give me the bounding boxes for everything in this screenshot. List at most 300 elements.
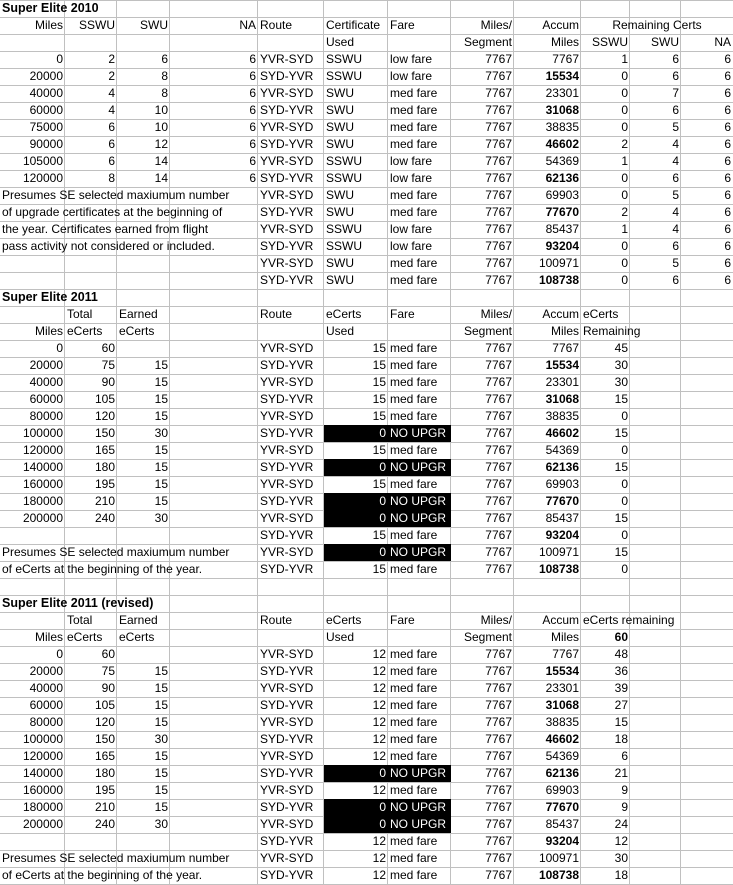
table-cell[interactable]: 160000 [22, 477, 63, 491]
table-cell[interactable]: 20000 [29, 664, 63, 678]
column-header[interactable]: eCerts [119, 630, 155, 644]
table-cell[interactable]: 7767 [485, 137, 512, 151]
table-cell[interactable]: 93204 [545, 239, 579, 253]
table-cell[interactable]: SSWU [326, 52, 362, 66]
table-cell[interactable]: 80000 [29, 409, 63, 423]
table-cell[interactable]: 6 [672, 69, 679, 83]
table-cell[interactable]: SYD-YVR [260, 698, 314, 712]
table-cell[interactable]: 60 [101, 341, 115, 355]
table-cell[interactable]: 1 [621, 154, 628, 168]
table-cell[interactable]: low fare [390, 222, 433, 236]
table-cell[interactable]: 12 [372, 715, 386, 729]
table-cell[interactable]: 1 [621, 222, 628, 236]
table-cell[interactable]: 45 [614, 341, 628, 355]
table-cell[interactable]: 9 [621, 783, 628, 797]
table-cell[interactable]: 150 [94, 732, 115, 746]
table-cell[interactable]: 7767 [485, 86, 512, 100]
table-cell[interactable]: 0 [56, 52, 63, 66]
table-cell[interactable]: 7767 [485, 256, 512, 270]
table-cell[interactable]: 0 [324, 425, 388, 442]
table-cell[interactable]: 6 [621, 749, 628, 763]
table-cell[interactable]: YVR-SYD [260, 409, 314, 423]
table-cell[interactable]: 0 [621, 86, 628, 100]
table-cell[interactable]: med fare [390, 477, 438, 491]
table-cell[interactable]: 6 [724, 171, 731, 185]
table-cell[interactable]: 54369 [545, 749, 579, 763]
note-text[interactable]: the year. Certificates earned from flight [2, 222, 209, 236]
column-header[interactable]: Certificate [326, 18, 381, 32]
table-cell[interactable]: 7767 [485, 443, 512, 457]
table-cell[interactable]: 210 [94, 800, 115, 814]
table-cell[interactable]: 20000 [29, 69, 63, 83]
table-cell[interactable]: low fare [390, 154, 433, 168]
column-header[interactable]: 60 [614, 630, 628, 644]
table-cell[interactable]: med fare [390, 783, 438, 797]
table-cell[interactable]: 6 [672, 239, 679, 253]
table-cell[interactable]: 15 [372, 358, 386, 372]
table-cell[interactable]: 105 [94, 392, 115, 406]
column-header[interactable]: NA [239, 18, 256, 32]
table-cell[interactable]: 7767 [485, 749, 512, 763]
table-cell[interactable]: 6 [249, 69, 256, 83]
table-cell[interactable]: 7767 [485, 171, 512, 185]
section-title[interactable]: Super Elite 2011 [2, 290, 98, 304]
table-cell[interactable]: 6 [724, 222, 731, 236]
table-cell[interactable]: 1 [621, 52, 628, 66]
table-cell[interactable]: 120000 [22, 171, 63, 185]
table-cell[interactable]: 7767 [485, 341, 512, 355]
column-header[interactable]: eCerts remaining [583, 613, 675, 627]
table-cell[interactable]: 0 [621, 443, 628, 457]
table-cell[interactable]: 12 [372, 749, 386, 763]
table-cell[interactable]: 0 [621, 171, 628, 185]
column-header[interactable]: Total [67, 613, 93, 627]
column-header[interactable]: Earned [119, 307, 158, 321]
table-cell[interactable]: 10 [154, 103, 168, 117]
table-cell[interactable]: 6 [724, 52, 731, 66]
table-cell[interactable]: 7767 [485, 698, 512, 712]
table-cell[interactable]: 165 [94, 749, 115, 763]
table-cell[interactable]: 6 [161, 52, 168, 66]
table-cell[interactable]: med fare [390, 647, 438, 661]
table-cell[interactable]: SYD-YVR [260, 834, 314, 848]
table-cell[interactable]: 60000 [29, 698, 63, 712]
table-cell[interactable]: 60000 [29, 392, 63, 406]
table-cell[interactable]: med fare [390, 834, 438, 848]
table-cell[interactable]: 85437 [545, 817, 579, 831]
table-cell[interactable]: 7767 [485, 154, 512, 168]
table-cell[interactable]: 15 [614, 715, 628, 729]
table-cell[interactable]: 5 [672, 120, 679, 134]
column-header[interactable]: Accum [542, 18, 579, 32]
table-cell[interactable]: 2 [108, 69, 115, 83]
table-cell[interactable]: 180 [94, 460, 115, 474]
column-header[interactable]: Miles [550, 324, 579, 338]
table-cell[interactable]: 40000 [29, 375, 63, 389]
table-cell[interactable]: 93204 [545, 528, 579, 542]
table-cell[interactable]: 0 [621, 562, 628, 576]
table-cell[interactable]: 0 [621, 120, 628, 134]
table-cell[interactable]: 31068 [545, 103, 579, 117]
column-header[interactable]: Segment [463, 324, 512, 338]
table-cell[interactable]: 77670 [545, 800, 579, 814]
table-cell[interactable]: 8 [108, 171, 115, 185]
table-cell[interactable]: 8 [161, 69, 168, 83]
table-cell[interactable]: 0 [621, 239, 628, 253]
table-cell[interactable]: SYD-YVR [260, 103, 314, 117]
table-cell[interactable]: 180000 [22, 494, 63, 508]
table-cell[interactable]: YVR-SYD [260, 647, 314, 661]
table-cell[interactable]: 69903 [545, 783, 579, 797]
table-cell[interactable]: 6 [724, 205, 731, 219]
table-cell[interactable]: 20000 [29, 358, 63, 372]
table-cell[interactable]: 12 [372, 834, 386, 848]
table-cell[interactable]: 6 [108, 137, 115, 151]
table-cell[interactable]: 6 [672, 103, 679, 117]
table-cell[interactable]: SYD-YVR [260, 137, 314, 151]
table-cell[interactable]: 4 [672, 205, 679, 219]
table-cell[interactable]: 62136 [545, 766, 579, 780]
table-cell[interactable]: 0 [621, 477, 628, 491]
table-cell[interactable]: 4 [672, 154, 679, 168]
table-cell[interactable]: YVR-SYD [260, 188, 314, 202]
table-cell[interactable]: 85437 [545, 222, 579, 236]
table-cell[interactable]: 195 [94, 783, 115, 797]
table-cell[interactable]: 9 [621, 800, 628, 814]
table-cell[interactable]: med fare [390, 120, 438, 134]
table-cell[interactable]: 7767 [485, 783, 512, 797]
table-cell[interactable]: SYD-YVR [260, 766, 314, 780]
column-header[interactable]: Miles [34, 18, 63, 32]
table-cell[interactable]: 15 [154, 783, 168, 797]
table-cell[interactable]: 23301 [545, 375, 579, 389]
table-cell[interactable]: 12 [372, 664, 386, 678]
table-cell[interactable]: 90 [101, 681, 115, 695]
column-header[interactable]: SWU [140, 18, 168, 32]
table-cell[interactable]: 0 [56, 647, 63, 661]
table-cell[interactable]: 7767 [485, 409, 512, 423]
note-text[interactable]: Presumes SE selected maxiumum number [2, 851, 230, 865]
column-header[interactable]: eCerts [67, 630, 103, 644]
table-cell[interactable]: med fare [390, 409, 438, 423]
table-cell[interactable]: 21 [614, 766, 628, 780]
table-cell[interactable]: 15534 [545, 69, 579, 83]
table-cell[interactable]: SWU [326, 137, 354, 151]
column-header[interactable]: Miles/ [480, 613, 512, 627]
table-cell[interactable]: 6 [249, 171, 256, 185]
table-cell[interactable]: 7767 [485, 681, 512, 695]
column-header[interactable]: Miles [550, 35, 579, 49]
table-cell[interactable]: 93204 [545, 834, 579, 848]
table-cell[interactable]: SWU [326, 273, 354, 287]
table-cell[interactable]: 8 [161, 86, 168, 100]
table-cell[interactable]: YVR-SYD [260, 817, 314, 831]
table-cell[interactable]: 7767 [485, 732, 512, 746]
table-cell[interactable]: 160000 [22, 783, 63, 797]
table-cell[interactable]: 12 [372, 851, 386, 865]
table-cell[interactable]: 12 [372, 783, 386, 797]
table-cell[interactable]: 30 [154, 426, 168, 440]
table-cell[interactable]: 5 [672, 188, 679, 202]
table-cell[interactable]: NO UPGR [388, 459, 451, 476]
table-cell[interactable]: YVR-SYD [260, 52, 314, 66]
table-cell[interactable]: 6 [724, 273, 731, 287]
column-header[interactable]: Miles [550, 630, 579, 644]
note-text[interactable]: pass activity not considered or included. [2, 239, 215, 253]
table-cell[interactable]: med fare [390, 732, 438, 746]
table-cell[interactable]: 6 [724, 69, 731, 83]
table-cell[interactable]: 180000 [22, 800, 63, 814]
table-cell[interactable]: YVR-SYD [260, 715, 314, 729]
table-cell[interactable]: med fare [390, 256, 438, 270]
column-header[interactable]: eCerts [583, 307, 619, 321]
table-cell[interactable]: 75000 [29, 120, 63, 134]
table-cell[interactable]: 7767 [485, 103, 512, 117]
table-cell[interactable]: 7767 [485, 375, 512, 389]
table-cell[interactable]: SYD-YVR [260, 426, 314, 440]
column-header[interactable]: Fare [390, 613, 415, 627]
table-cell[interactable]: 15 [154, 715, 168, 729]
table-cell[interactable]: 15 [154, 409, 168, 423]
column-header[interactable]: Route [260, 613, 293, 627]
table-cell[interactable]: YVR-SYD [260, 222, 314, 236]
table-cell[interactable]: 100000 [22, 426, 63, 440]
table-cell[interactable]: 7767 [485, 273, 512, 287]
column-header[interactable]: Fare [390, 18, 415, 32]
table-cell[interactable]: 15 [154, 375, 168, 389]
table-cell[interactable]: 4 [672, 222, 679, 236]
table-cell[interactable]: 7767 [552, 647, 579, 661]
table-cell[interactable]: 36 [614, 664, 628, 678]
table-cell[interactable]: 7767 [485, 562, 512, 576]
table-cell[interactable]: 240 [94, 511, 115, 525]
table-cell[interactable]: YVR-SYD [260, 681, 314, 695]
table-cell[interactable]: 180 [94, 766, 115, 780]
table-cell[interactable]: 200000 [22, 817, 63, 831]
table-cell[interactable]: SYD-YVR [260, 273, 314, 287]
table-cell[interactable]: 60 [101, 647, 115, 661]
table-cell[interactable]: 7767 [485, 800, 512, 814]
table-cell[interactable]: 30 [154, 511, 168, 525]
table-cell[interactable]: 62136 [545, 171, 579, 185]
table-cell[interactable]: YVR-SYD [260, 851, 314, 865]
table-cell[interactable]: low fare [390, 171, 433, 185]
table-cell[interactable]: 15 [154, 477, 168, 491]
table-cell[interactable]: 105000 [22, 154, 63, 168]
table-cell[interactable]: med fare [390, 103, 438, 117]
table-cell[interactable]: med fare [390, 749, 438, 763]
table-cell[interactable]: 6 [724, 154, 731, 168]
table-cell[interactable]: 6 [249, 86, 256, 100]
table-cell[interactable]: YVR-SYD [260, 154, 314, 168]
table-cell[interactable]: 120 [94, 409, 115, 423]
table-cell[interactable]: SSWU [326, 154, 362, 168]
table-cell[interactable]: 7767 [485, 52, 512, 66]
column-header[interactable]: eCerts [326, 307, 362, 321]
column-header[interactable]: Segment [463, 35, 512, 49]
table-cell[interactable]: 7767 [485, 188, 512, 202]
table-cell[interactable]: 6 [724, 239, 731, 253]
table-cell[interactable]: SSWU [326, 239, 362, 253]
table-cell[interactable]: NO UPGR [388, 816, 451, 833]
table-cell[interactable]: 48 [614, 647, 628, 661]
table-cell[interactable]: 7767 [485, 851, 512, 865]
table-cell[interactable]: 15 [372, 409, 386, 423]
table-cell[interactable]: 69903 [545, 188, 579, 202]
table-cell[interactable]: 7767 [485, 358, 512, 372]
table-cell[interactable]: 75 [101, 664, 115, 678]
table-cell[interactable]: 6 [724, 137, 731, 151]
table-cell[interactable]: 0 [324, 510, 388, 527]
table-cell[interactable]: 0 [56, 341, 63, 355]
table-cell[interactable]: 0 [621, 103, 628, 117]
table-cell[interactable]: 7767 [485, 222, 512, 236]
table-cell[interactable]: 46602 [545, 732, 579, 746]
table-cell[interactable]: 6 [249, 103, 256, 117]
table-cell[interactable]: 30 [154, 817, 168, 831]
section-title[interactable]: Super Elite 2011 (revised) [2, 596, 154, 610]
table-cell[interactable]: 12 [372, 681, 386, 695]
table-cell[interactable]: med fare [390, 664, 438, 678]
table-cell[interactable]: 100971 [538, 256, 579, 270]
table-cell[interactable]: 108738 [538, 273, 579, 287]
table-cell[interactable]: 7767 [485, 664, 512, 678]
table-cell[interactable]: NO UPGR [388, 510, 451, 527]
table-cell[interactable]: 7767 [485, 460, 512, 474]
table-cell[interactable]: SYD-YVR [260, 494, 314, 508]
table-cell[interactable]: 90000 [29, 137, 63, 151]
table-cell[interactable]: YVR-SYD [260, 120, 314, 134]
table-cell[interactable]: 15 [614, 426, 628, 440]
table-cell[interactable]: low fare [390, 52, 433, 66]
table-cell[interactable]: 6 [724, 256, 731, 270]
note-text[interactable]: Presumes SE selected maxiumum number [2, 545, 230, 559]
column-header[interactable]: SSWU [79, 18, 115, 32]
table-cell[interactable]: 15 [154, 698, 168, 712]
table-cell[interactable]: SYD-YVR [260, 460, 314, 474]
table-cell[interactable]: 15 [154, 392, 168, 406]
table-cell[interactable]: med fare [390, 868, 438, 882]
table-cell[interactable]: 14 [154, 171, 168, 185]
table-cell[interactable]: 7767 [485, 545, 512, 559]
table-cell[interactable]: 0 [324, 816, 388, 833]
column-header[interactable]: Miles/ [480, 307, 512, 321]
table-cell[interactable]: 23301 [545, 681, 579, 695]
table-cell[interactable]: 15 [154, 800, 168, 814]
table-cell[interactable]: med fare [390, 392, 438, 406]
table-cell[interactable]: 6 [724, 103, 731, 117]
table-cell[interactable]: SSWU [326, 171, 362, 185]
table-cell[interactable]: 210 [94, 494, 115, 508]
table-cell[interactable]: 140000 [22, 766, 63, 780]
table-cell[interactable]: 15 [372, 443, 386, 457]
table-cell[interactable]: 7767 [485, 766, 512, 780]
table-cell[interactable]: 4 [108, 86, 115, 100]
table-cell[interactable]: 77670 [545, 205, 579, 219]
table-cell[interactable]: 6 [249, 120, 256, 134]
table-cell[interactable]: 2 [621, 205, 628, 219]
table-cell[interactable]: YVR-SYD [260, 477, 314, 491]
table-cell[interactable]: YVR-SYD [260, 749, 314, 763]
table-cell[interactable]: 18 [614, 732, 628, 746]
table-cell[interactable]: 7767 [485, 494, 512, 508]
table-cell[interactable]: 38835 [545, 120, 579, 134]
table-cell[interactable]: 12 [372, 868, 386, 882]
table-cell[interactable]: 105 [94, 698, 115, 712]
table-cell[interactable]: med fare [390, 273, 438, 287]
table-cell[interactable]: SSWU [326, 69, 362, 83]
table-cell[interactable]: 0 [324, 765, 388, 782]
table-cell[interactable]: SYD-YVR [260, 69, 314, 83]
table-cell[interactable]: SYD-YVR [260, 239, 314, 253]
table-cell[interactable]: 7767 [485, 477, 512, 491]
table-cell[interactable]: NO UPGR [388, 425, 451, 442]
table-cell[interactable]: 15 [372, 562, 386, 576]
table-cell[interactable]: 15 [372, 528, 386, 542]
table-cell[interactable]: 15 [154, 443, 168, 457]
table-cell[interactable]: SSWU [326, 222, 362, 236]
table-cell[interactable]: YVR-SYD [260, 375, 314, 389]
column-header[interactable]: SWU [651, 35, 679, 49]
table-cell[interactable]: 0 [621, 69, 628, 83]
table-cell[interactable]: 7767 [552, 341, 579, 355]
table-cell[interactable]: 46602 [545, 137, 579, 151]
table-cell[interactable]: 120000 [22, 749, 63, 763]
table-cell[interactable]: 6 [724, 120, 731, 134]
table-cell[interactable]: 0 [621, 409, 628, 423]
table-cell[interactable]: 120000 [22, 443, 63, 457]
table-cell[interactable]: 12 [614, 834, 628, 848]
table-cell[interactable]: 38835 [545, 409, 579, 423]
table-cell[interactable]: 7767 [485, 528, 512, 542]
table-cell[interactable]: 6 [249, 52, 256, 66]
table-cell[interactable]: SYD-YVR [260, 205, 314, 219]
table-cell[interactable]: 7767 [485, 426, 512, 440]
table-cell[interactable]: med fare [390, 137, 438, 151]
table-cell[interactable]: 7 [672, 86, 679, 100]
table-cell[interactable]: YVR-SYD [260, 511, 314, 525]
table-cell[interactable]: NO UPGR [388, 493, 451, 510]
table-cell[interactable]: SWU [326, 205, 354, 219]
table-cell[interactable]: 38835 [545, 715, 579, 729]
table-cell[interactable]: 150 [94, 426, 115, 440]
table-cell[interactable]: 7767 [485, 647, 512, 661]
column-header[interactable]: eCerts [326, 613, 362, 627]
table-cell[interactable]: YVR-SYD [260, 545, 314, 559]
table-cell[interactable]: SYD-YVR [260, 664, 314, 678]
table-cell[interactable]: med fare [390, 698, 438, 712]
column-header[interactable]: Used [326, 630, 355, 644]
table-cell[interactable]: 15 [614, 460, 628, 474]
table-cell[interactable]: 6 [108, 154, 115, 168]
table-cell[interactable]: med fare [390, 443, 438, 457]
table-cell[interactable]: 140000 [22, 460, 63, 474]
table-cell[interactable]: 31068 [545, 698, 579, 712]
table-cell[interactable]: YVR-SYD [260, 341, 314, 355]
table-cell[interactable]: 30 [614, 358, 628, 372]
table-cell[interactable]: SWU [326, 256, 354, 270]
column-header[interactable]: Miles/ [480, 18, 512, 32]
table-cell[interactable]: 12 [372, 647, 386, 661]
table-cell[interactable]: 24 [614, 817, 628, 831]
table-cell[interactable]: 4 [672, 137, 679, 151]
table-cell[interactable]: 85437 [545, 511, 579, 525]
table-cell[interactable]: med fare [390, 681, 438, 695]
table-cell[interactable]: 195 [94, 477, 115, 491]
column-header[interactable]: Accum [542, 307, 579, 321]
table-cell[interactable]: 7767 [485, 834, 512, 848]
table-cell[interactable]: 15534 [545, 358, 579, 372]
